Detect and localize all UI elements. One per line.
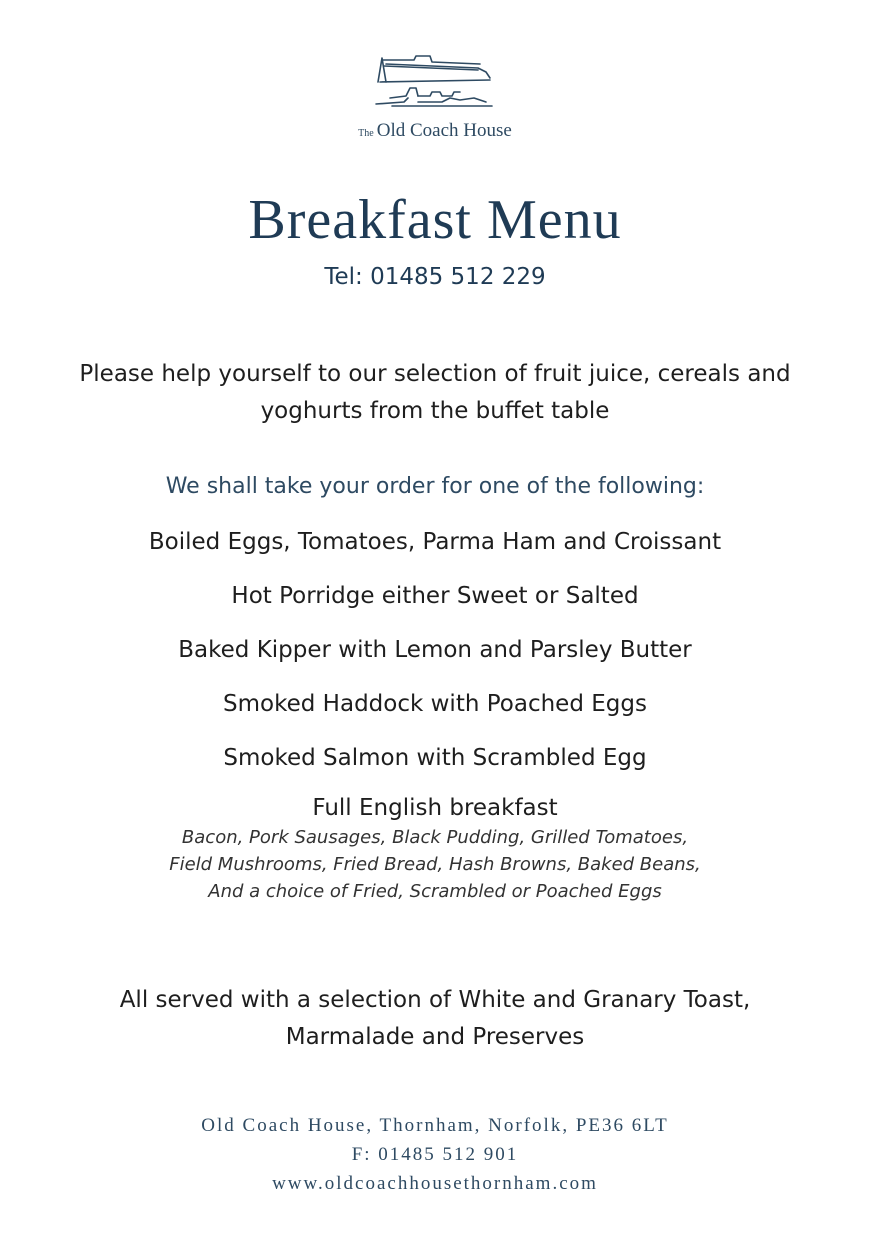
full-english-name: Full English breakfast — [312, 795, 558, 821]
order-heading: We shall take your order for one of the following: — [165, 474, 705, 499]
footer-address: Old Coach House, Thornham, Norfolk, PE36 6LT — [201, 1115, 669, 1136]
logo-the: The — [358, 128, 374, 139]
footer-website[interactable]: www.oldcoachhousethornham.com — [272, 1173, 598, 1194]
menu-item: Boiled Eggs, Tomatoes, Parma Ham and Croissant — [148, 529, 722, 555]
telephone: Tel: 01485 512 229 — [324, 264, 546, 290]
logo-name-text: Old Coach House — [376, 120, 512, 141]
logo — [0, 52, 870, 142]
full-english-line: Field Mushrooms, Fried Bread, Hash Browns, Baked Beans, — [169, 854, 701, 875]
page-title: Breakfast Menu — [248, 189, 622, 251]
full-english-line: And a choice of Fried, Scrambled or Poached Eggs — [208, 881, 662, 902]
menu-item: Hot Porridge either Sweet or Salted — [231, 583, 639, 609]
full-english-line: Bacon, Pork Sausages, Black Pudding, Grilled Tomatoes, — [181, 827, 689, 848]
served-with-text: All served with a selection of White and Granary Toast, Marmalade and Preserves — [119, 987, 751, 1050]
menu-list — [0, 525, 870, 795]
menu-item: Smoked Salmon with Scrambled Egg — [223, 745, 647, 771]
full-english-description — [0, 824, 870, 905]
menu-item: Smoked Haddock with Poached Eggs — [223, 691, 647, 717]
menu-item: Baked Kipper with Lemon and Parsley Butter — [178, 637, 692, 663]
intro-text: Please help yourself to our selection of fruit juice, cereals and yoghurts from the buffet table — [79, 361, 791, 424]
logo-name — [0, 120, 870, 142]
coach-house-sketch-icon — [370, 52, 500, 114]
footer-fax: F: 01485 512 901 — [351, 1144, 519, 1165]
full-english-section — [0, 792, 870, 905]
footer — [0, 1111, 870, 1198]
